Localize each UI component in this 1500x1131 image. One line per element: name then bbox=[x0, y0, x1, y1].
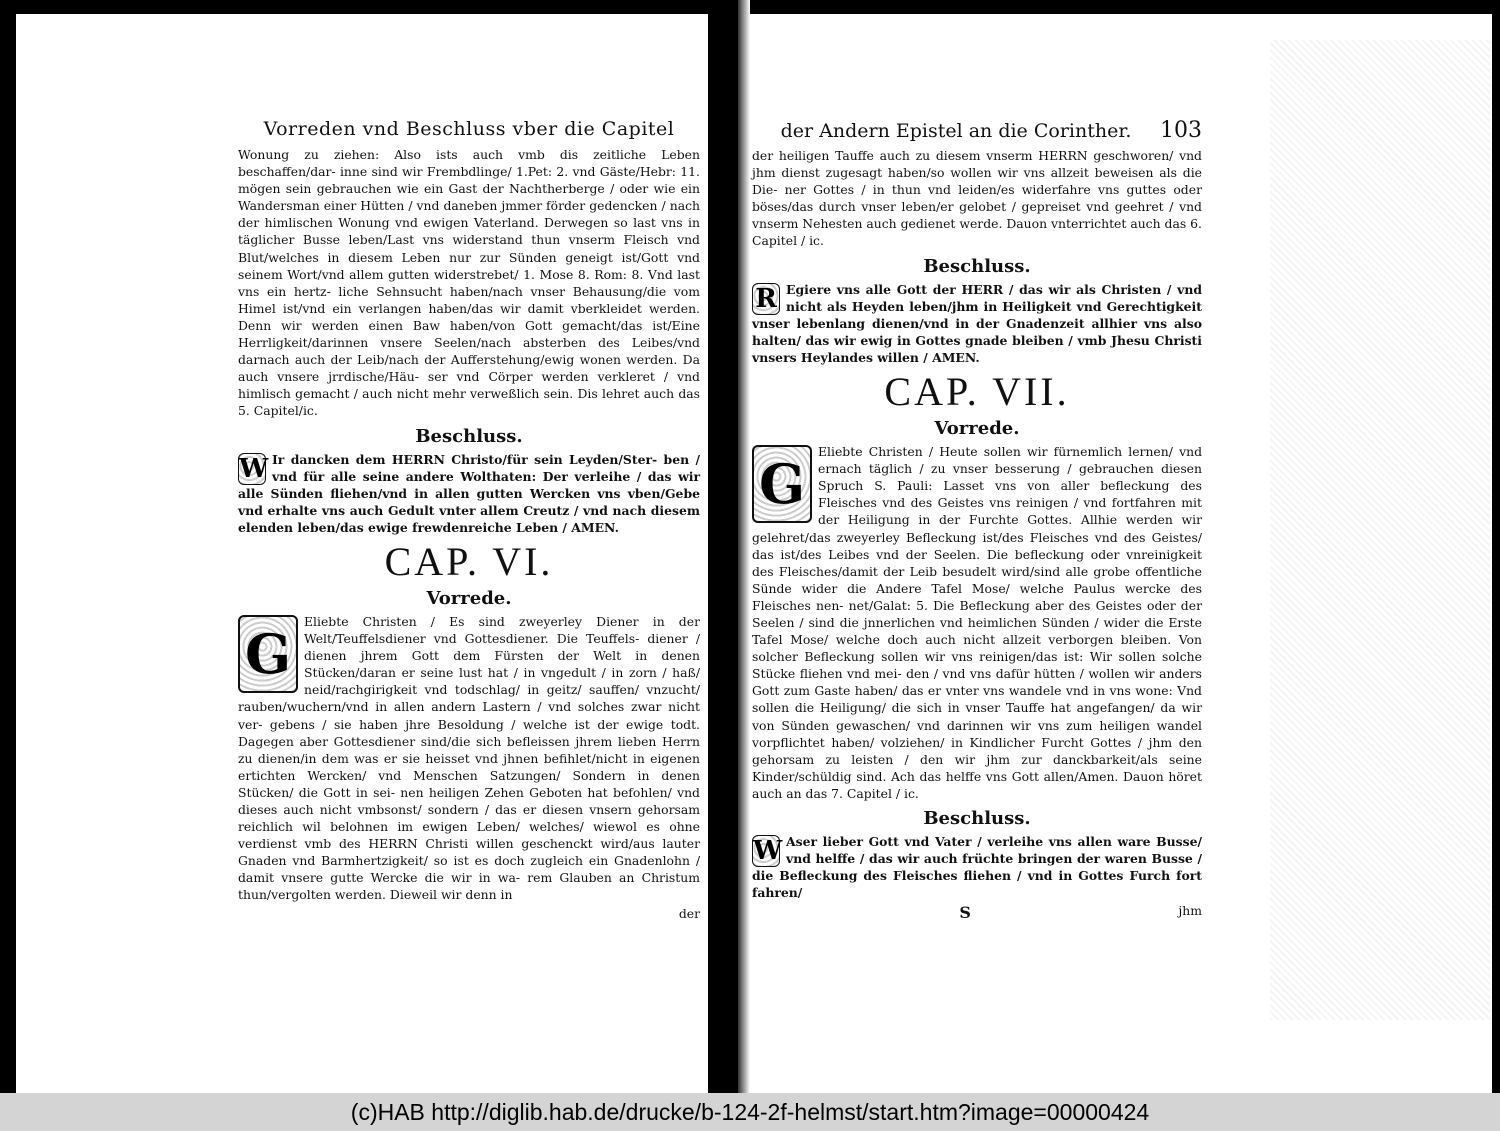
right-beschluss2-initial: W bbox=[753, 836, 783, 866]
left-vorrede-text: Eliebte Christen / Es sind zweyerley Diener in der Welt/Teuffelsdiener vnd Gottesdiener. Die Teuffels- diener / dienen jhrem Gott dem Fürsten der Welt in denen Stücken/daran er seine lust hat / in vngedult / in zorn / haß/ neid/rachgirigkeit vnd todschlag/ in geitz/ sauffen/ vnzucht/ rauben/wuchern/vnd in allen andern Lastern / vnd solches zwar nicht ver- gebens / sie haben jhre Besoldung / welche ist der ewige todt. Dagegen aber Gottesdiener sind/die sich befleissen jhrem lieben Herrn zu dienen/in dem was er sie heisset vnd jhnen befihlet/nicht in eigenen ertichten Wercken/ vnd Menschen Satzungen/ Sondern in denen Stücken/ die Gott in sei- nen heiligen Zehen Geboten hat befohlen/ vnd dieses auch nicht vmbsonst/ sondern / das er diesen vnsern gehorsam reichlich wil belohnen im ewigen Leben/ welches/ wiewol es ohne verdienst vmb des HERRN Christi willen geschenckt wird/aus lauter Gnaden vnd Barmhertzigkeit/ so ist es doch zugleich ein Gnadenlohn / damit vnsere gutte Wercke die wir in wa- rem Glauben an Christum thun/vergolten werden. Dieweil wir denn in bbox=[238, 613, 700, 903]
right-page bbox=[752, 118, 1202, 922]
left-beschluss-text: Ir dancken dem HERRN Christo/für sein Leyden/Ster- ben / vnd für alle seine andere Wolthaten: Der verleihe / das wir alle Sünden fliehen/vnd in allen gutten Wercken vns vben/Gebe vnd erhalte vns auch Gedult vnter allem Creutz / vnd nach diesem elenden leben/das ewige frewdenreiche Leben / AMEN. bbox=[238, 451, 700, 535]
scan-border-left bbox=[0, 0, 16, 1093]
footer-credit: (c)HAB http://diglib.hab.de/drucke/b-124-2f-helmst/start.htm?image=00000424 bbox=[0, 1093, 1500, 1131]
right-catchword: jhm bbox=[1178, 903, 1202, 919]
left-beschluss-initial: W bbox=[239, 453, 269, 484]
scan-border-top bbox=[0, 0, 1500, 14]
right-beschluss2-text: Aser lieber Gott vnd Vater / verleihe vns allen ware Busse/ vnd helffe / das wir auch früchte bringen der waren Busse / die Befleckung des Fleisches fliehen / vnd in Gottes Furch fort fahren/ bbox=[752, 834, 1202, 901]
right-header-row bbox=[752, 118, 1202, 143]
left-cap-title: CAP. VI. bbox=[384, 538, 554, 584]
book-gutter bbox=[708, 0, 738, 1093]
right-beschluss-text: Egiere vns alle Gott der HERR / das wir als Christen / vnd nicht als Heyden leben/jhm in Heiligkeit vnd Gerechtigkeit vnser lebenlang dienen/vnd in der Gnadenzeit allhier vns also halten/ das wir ewig in Gottes gnade bleiben / vmb Jhesu Christi vnsers Heylandes willen / AMEN. bbox=[752, 281, 1202, 365]
right-beschluss-heading: Beschluss. bbox=[923, 255, 1031, 277]
right-catchword-row bbox=[752, 903, 1202, 922]
right-beschluss-block bbox=[752, 281, 1202, 366]
page-number: 103 bbox=[1160, 118, 1202, 143]
left-vorrede-initial: G bbox=[238, 615, 298, 693]
right-vorrede-block bbox=[752, 443, 1202, 802]
scan-border-right bbox=[1492, 0, 1500, 1093]
left-beschluss-block bbox=[238, 451, 700, 536]
gutter-shadow bbox=[738, 0, 750, 1093]
right-beschluss-initial: R bbox=[752, 283, 780, 315]
right-vorrede-heading: Vorrede. bbox=[934, 418, 1020, 440]
right-vorrede-initial: G bbox=[752, 445, 812, 523]
right-cap-title: CAP. VII. bbox=[884, 369, 1070, 415]
left-vorrede-heading: Vorrede. bbox=[426, 587, 512, 609]
right-intro-paragraph: der heiligen Tauffe auch zu diesem vnserm HERRN geschworen/ vnd jhm dienst zugesagt haben/so wollen wir vns allzeit beweisen als die Die- ner Gottes / in thun vnd leiden/es widerfahre vns guttes oder böses/das durch vnser leben/er gelobet / gepreiset vnd geehret / vnd vnserm Nehesten auch gedienet werde. Dauon vnterrichtet auch das 6. Capitel / ic. bbox=[752, 148, 1202, 249]
right-beschluss2-block bbox=[752, 833, 1202, 901]
left-vorrede-block bbox=[238, 613, 700, 904]
right-beschluss2-heading: Beschluss. bbox=[923, 808, 1031, 829]
right-vorrede-text: Eliebte Christen / Heute sollen wir fürnemlich lernen/ vnd ernach täglich / zu vnser besserung / gebrauchen diesen Spruch S. Pauli: Lasset vns von aller befleckung des Fleisches vnd des Geistes vns reinigen / vnd fortfahren mit der Heiligung in der Furchte Gottes. Allhie werden wir gelehret/das zweyerley Befleckung ist/des Fleisches vnd des Geistes/ das ist/des Leibes vnd der Seelen. Die befleckung oder vnreinigkeit des Fleisches/damit der Leib besudelt wird/sind alle grobe offentliche Sünde wider die Andere Tafel Mose/ welche Paulus wercke des Fleisches nen- net/Galat: 5. Die Befleckung aber des Geistes oder der Seelen / sind die jnnerlichen vnd heimlichen Sünden / wider die Erste Tafel Mose/ welche doch auch nicht allzeit verborgen bleiben. Von solcher Befleckung sollen wir vns reinigen/das ist: Wir sollen solche Stücke fliehen vnd mei- den / vnd vns dafür hütten / wollen wir anders Gott zum Gaste haben/ das er vnter vns wandele vnd in vns wone: Vnd sollen die Heiligung/ die sich in vnser Tauffe hat angefangen/ da wir von Sünden gewaschen/ vnd darinnen wir vns zum heiligen wandel vorpflichtet haben/ volziehen/ in Kindlicher Furcht Gottes / jhm den gehorsam zu leisten / den wir jhm zur danckbarkeit/als seine Kinder/schüldig sind. Ach das helffe vns Gott allen/Amen. Dauon höret auch an das 7. Capitel / ic. bbox=[752, 444, 1202, 801]
left-running-head: Vorreden vnd Beschluss vber die Capitel bbox=[263, 118, 675, 140]
paper-texture bbox=[1270, 40, 1490, 1020]
left-intro-paragraph: Wonung zu ziehen: Also ists auch vmb dis zeitliche Leben beschaffen/dar- inne sind wir Frembdlinge/ 1.Pet: 2. vnd Gäste/Hebr: 11. mögen sein gebrauchen wie ein Gast der Nachtherberge / oder wie ein Wandersman einer Hütten / vnd daneben jmmer förder gedencken / nach der himlischen Wonung vnd ewigen Vaterland. Derwegen so last vns in täglicher Busse leben/Last vns widerstand thun vnserm Fleisch vnd Blut/welches in diesem Leben nur zur Sünden geneigt ist/Gott vnd seinem Wort/vnd allem gutten widerstrebet/ 1. Mose 8. Rom: 8. Vnd last vns ein hertz- liche Sehnsucht haben/nach vnser Behausung/die vom Himel ist/vnd ein verlangen haben/das wir damit vberkleidet werden. Denn wir werden einen Baw haben/von Gott gemacht/das ist/Eine Herrligkeit/darinnen vnsere Seelen/nach absterben des Leibes/vnd darnach auch der Leib/nach der Aufferstehung/ewig wonen werden. Da auch vnsere jrrdische/Häu- ser vnd Cörper werden verkleret / vnd himlisch gemacht / auch nicht mehr verweßlich sein. Dis lehret auch das 5. Capitel/ic. bbox=[238, 147, 700, 419]
left-catchword-row bbox=[238, 906, 700, 921]
left-beschluss-heading: Beschluss. bbox=[415, 425, 523, 447]
left-catchword: der bbox=[678, 905, 700, 921]
signature-mark: S bbox=[959, 903, 971, 923]
left-page bbox=[238, 118, 700, 921]
right-running-head: der Andern Epistel an die Corinther. bbox=[780, 120, 1132, 142]
